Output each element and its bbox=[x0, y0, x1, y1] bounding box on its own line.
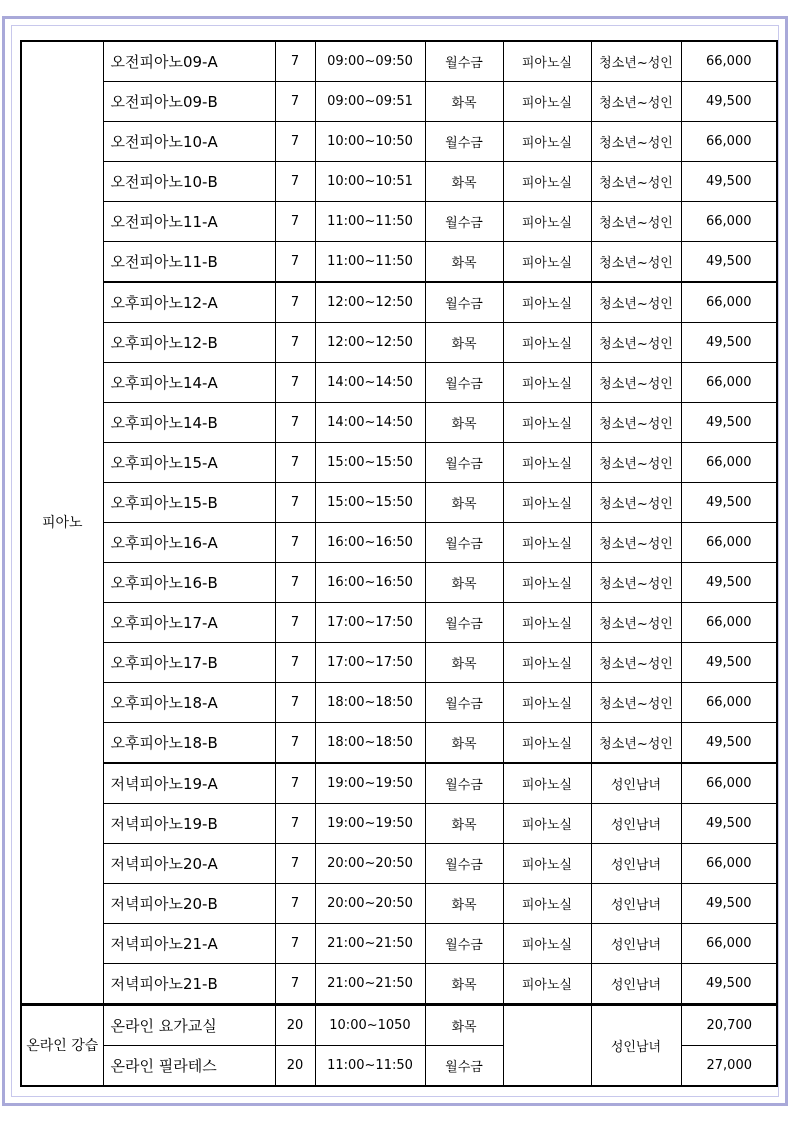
room-cell: 피아노실 bbox=[503, 282, 591, 323]
days-cell: 월수금 bbox=[425, 202, 503, 242]
table-row bbox=[21, 603, 777, 643]
fee-cell: 66,000 bbox=[681, 683, 777, 723]
days-cell: 화목 bbox=[425, 884, 503, 924]
class-name-cell: 오후피아노16-A bbox=[103, 523, 275, 563]
table-row bbox=[21, 643, 777, 683]
days-cell: 화목 bbox=[425, 563, 503, 603]
time-cell: 18:00~18:50 bbox=[315, 723, 425, 764]
fee-cell: 66,000 bbox=[681, 523, 777, 563]
days-cell: 화목 bbox=[425, 723, 503, 764]
fee-cell: 66,000 bbox=[681, 443, 777, 483]
table-row bbox=[21, 242, 777, 283]
room-cell: 피아노실 bbox=[503, 683, 591, 723]
class-name-cell: 오후피아노16-B bbox=[103, 563, 275, 603]
target-cell: 청소년~성인 bbox=[591, 202, 681, 242]
fee-cell: 49,500 bbox=[681, 242, 777, 283]
class-name-cell: 온라인 필라테스 bbox=[103, 1046, 275, 1087]
class-name-cell: 오전피아노10-B bbox=[103, 162, 275, 202]
class-schedule-table bbox=[20, 40, 778, 1087]
count-cell: 7 bbox=[275, 82, 315, 122]
fee-cell: 49,500 bbox=[681, 643, 777, 683]
time-cell: 15:00~15:50 bbox=[315, 443, 425, 483]
room-cell: 피아노실 bbox=[503, 323, 591, 363]
count-cell: 7 bbox=[275, 363, 315, 403]
fee-cell: 49,500 bbox=[681, 804, 777, 844]
time-cell: 19:00~19:50 bbox=[315, 804, 425, 844]
fee-cell: 66,000 bbox=[681, 122, 777, 162]
class-name-cell: 오후피아노18-B bbox=[103, 723, 275, 764]
target-cell: 성인남녀 bbox=[591, 763, 681, 804]
days-cell: 월수금 bbox=[425, 683, 503, 723]
target-cell: 청소년~성인 bbox=[591, 323, 681, 363]
table-row bbox=[21, 563, 777, 603]
table-row bbox=[21, 844, 777, 884]
class-name-cell: 오전피아노11-A bbox=[103, 202, 275, 242]
table-row bbox=[21, 282, 777, 323]
time-cell: 16:00~16:50 bbox=[315, 563, 425, 603]
room-cell: 피아노실 bbox=[503, 82, 591, 122]
fee-cell: 49,500 bbox=[681, 483, 777, 523]
count-cell: 20 bbox=[275, 1046, 315, 1087]
fee-cell: 49,500 bbox=[681, 964, 777, 1005]
count-cell: 7 bbox=[275, 924, 315, 964]
class-name-cell: 오후피아노17-A bbox=[103, 603, 275, 643]
room-cell: 피아노실 bbox=[503, 403, 591, 443]
days-cell: 화목 bbox=[425, 242, 503, 283]
fee-cell: 66,000 bbox=[681, 282, 777, 323]
room-cell: 피아노실 bbox=[503, 443, 591, 483]
time-cell: 10:00~1050 bbox=[315, 1005, 425, 1046]
days-cell: 월수금 bbox=[425, 1046, 503, 1087]
time-cell: 09:00~09:51 bbox=[315, 82, 425, 122]
time-cell: 10:00~10:50 bbox=[315, 122, 425, 162]
time-cell: 20:00~20:50 bbox=[315, 844, 425, 884]
days-cell: 월수금 bbox=[425, 41, 503, 82]
count-cell: 7 bbox=[275, 603, 315, 643]
target-cell: 성인남녀 bbox=[591, 964, 681, 1005]
table-row bbox=[21, 683, 777, 723]
room-cell: 피아노실 bbox=[503, 643, 591, 683]
table-row bbox=[21, 483, 777, 523]
target-cell: 성인남녀 bbox=[591, 804, 681, 844]
table-row bbox=[21, 924, 777, 964]
time-cell: 14:00~14:50 bbox=[315, 363, 425, 403]
class-name-cell: 오전피아노09-A bbox=[103, 41, 275, 82]
fee-cell: 66,000 bbox=[681, 844, 777, 884]
target-cell: 성인남녀 bbox=[591, 1005, 681, 1087]
class-name-cell: 오후피아노15-A bbox=[103, 443, 275, 483]
fee-cell: 49,500 bbox=[681, 884, 777, 924]
target-cell: 청소년~성인 bbox=[591, 523, 681, 563]
class-name-cell: 오전피아노11-B bbox=[103, 242, 275, 283]
time-cell: 11:00~11:50 bbox=[315, 202, 425, 242]
table-row bbox=[21, 723, 777, 764]
room-cell: 피아노실 bbox=[503, 804, 591, 844]
count-cell: 7 bbox=[275, 643, 315, 683]
table-row bbox=[21, 884, 777, 924]
table-row bbox=[21, 1005, 777, 1046]
room-cell: 피아노실 bbox=[503, 242, 591, 283]
count-cell: 7 bbox=[275, 403, 315, 443]
time-cell: 09:00~09:50 bbox=[315, 41, 425, 82]
table-row bbox=[21, 523, 777, 563]
table-row bbox=[21, 323, 777, 363]
table-row bbox=[21, 964, 777, 1005]
fee-cell: 66,000 bbox=[681, 763, 777, 804]
time-cell: 17:00~17:50 bbox=[315, 643, 425, 683]
target-cell: 청소년~성인 bbox=[591, 242, 681, 283]
class-name-cell: 오후피아노17-B bbox=[103, 643, 275, 683]
room-cell: 피아노실 bbox=[503, 523, 591, 563]
room-cell: 피아노실 bbox=[503, 884, 591, 924]
target-cell: 청소년~성인 bbox=[591, 443, 681, 483]
fee-cell: 66,000 bbox=[681, 924, 777, 964]
category-cell: 피아노 bbox=[21, 41, 103, 1005]
table-row bbox=[21, 403, 777, 443]
fee-cell: 49,500 bbox=[681, 162, 777, 202]
class-name-cell: 오후피아노14-A bbox=[103, 363, 275, 403]
target-cell: 청소년~성인 bbox=[591, 643, 681, 683]
count-cell: 7 bbox=[275, 242, 315, 283]
time-cell: 11:00~11:50 bbox=[315, 242, 425, 283]
target-cell: 청소년~성인 bbox=[591, 403, 681, 443]
room-cell: 피아노실 bbox=[503, 924, 591, 964]
class-name-cell: 저녁피아노20-B bbox=[103, 884, 275, 924]
target-cell: 청소년~성인 bbox=[591, 122, 681, 162]
fee-cell: 49,500 bbox=[681, 723, 777, 764]
count-cell: 7 bbox=[275, 41, 315, 82]
class-name-cell: 오전피아노09-B bbox=[103, 82, 275, 122]
target-cell: 청소년~성인 bbox=[591, 282, 681, 323]
target-cell: 성인남녀 bbox=[591, 844, 681, 884]
table-row bbox=[21, 41, 777, 82]
days-cell: 월수금 bbox=[425, 363, 503, 403]
class-name-cell: 오후피아노12-B bbox=[103, 323, 275, 363]
fee-cell: 49,500 bbox=[681, 323, 777, 363]
class-name-cell: 저녁피아노21-B bbox=[103, 964, 275, 1005]
category-cell: 온라인 강습 bbox=[21, 1005, 103, 1087]
room-cell bbox=[503, 1005, 591, 1087]
count-cell: 7 bbox=[275, 723, 315, 764]
count-cell: 7 bbox=[275, 563, 315, 603]
time-cell: 10:00~10:51 bbox=[315, 162, 425, 202]
time-cell: 17:00~17:50 bbox=[315, 603, 425, 643]
room-cell: 피아노실 bbox=[503, 964, 591, 1005]
target-cell: 청소년~성인 bbox=[591, 603, 681, 643]
days-cell: 월수금 bbox=[425, 844, 503, 884]
count-cell: 7 bbox=[275, 523, 315, 563]
target-cell: 청소년~성인 bbox=[591, 483, 681, 523]
days-cell: 화목 bbox=[425, 162, 503, 202]
table-row bbox=[21, 162, 777, 202]
days-cell: 화목 bbox=[425, 82, 503, 122]
fee-cell: 66,000 bbox=[681, 603, 777, 643]
room-cell: 피아노실 bbox=[503, 763, 591, 804]
table-row bbox=[21, 202, 777, 242]
time-cell: 11:00~11:50 bbox=[315, 1046, 425, 1087]
count-cell: 7 bbox=[275, 964, 315, 1005]
days-cell: 월수금 bbox=[425, 122, 503, 162]
count-cell: 7 bbox=[275, 443, 315, 483]
target-cell: 청소년~성인 bbox=[591, 563, 681, 603]
count-cell: 7 bbox=[275, 683, 315, 723]
room-cell: 피아노실 bbox=[503, 202, 591, 242]
class-name-cell: 저녁피아노19-B bbox=[103, 804, 275, 844]
time-cell: 16:00~16:50 bbox=[315, 523, 425, 563]
class-name-cell: 오후피아노18-A bbox=[103, 683, 275, 723]
class-name-cell: 오후피아노14-B bbox=[103, 403, 275, 443]
fee-cell: 27,000 bbox=[681, 1046, 777, 1087]
days-cell: 화목 bbox=[425, 643, 503, 683]
days-cell: 월수금 bbox=[425, 603, 503, 643]
days-cell: 월수금 bbox=[425, 523, 503, 563]
fee-cell: 66,000 bbox=[681, 41, 777, 82]
count-cell: 7 bbox=[275, 804, 315, 844]
fee-cell: 66,000 bbox=[681, 202, 777, 242]
time-cell: 18:00~18:50 bbox=[315, 683, 425, 723]
class-name-cell: 오후피아노15-B bbox=[103, 483, 275, 523]
room-cell: 피아노실 bbox=[503, 563, 591, 603]
days-cell: 화목 bbox=[425, 964, 503, 1005]
time-cell: 21:00~21:50 bbox=[315, 964, 425, 1005]
table-row bbox=[21, 363, 777, 403]
days-cell: 월수금 bbox=[425, 443, 503, 483]
target-cell: 청소년~성인 bbox=[591, 363, 681, 403]
target-cell: 성인남녀 bbox=[591, 884, 681, 924]
table-row bbox=[21, 443, 777, 483]
days-cell: 월수금 bbox=[425, 763, 503, 804]
time-cell: 15:00~15:50 bbox=[315, 483, 425, 523]
class-name-cell: 오전피아노10-A bbox=[103, 122, 275, 162]
fee-cell: 49,500 bbox=[681, 403, 777, 443]
days-cell: 화목 bbox=[425, 1005, 503, 1046]
target-cell: 청소년~성인 bbox=[591, 683, 681, 723]
target-cell: 청소년~성인 bbox=[591, 162, 681, 202]
count-cell: 7 bbox=[275, 323, 315, 363]
class-name-cell: 저녁피아노21-A bbox=[103, 924, 275, 964]
table-row bbox=[21, 804, 777, 844]
fee-cell: 20,700 bbox=[681, 1005, 777, 1046]
table-row bbox=[21, 122, 777, 162]
room-cell: 피아노실 bbox=[503, 122, 591, 162]
count-cell: 7 bbox=[275, 202, 315, 242]
count-cell: 20 bbox=[275, 1005, 315, 1046]
table-row bbox=[21, 763, 777, 804]
class-name-cell: 온라인 요가교실 bbox=[103, 1005, 275, 1046]
time-cell: 20:00~20:50 bbox=[315, 884, 425, 924]
piano-section bbox=[21, 41, 777, 1005]
target-cell: 청소년~성인 bbox=[591, 723, 681, 764]
days-cell: 월수금 bbox=[425, 282, 503, 323]
fee-cell: 66,000 bbox=[681, 363, 777, 403]
fee-cell: 49,500 bbox=[681, 82, 777, 122]
room-cell: 피아노실 bbox=[503, 162, 591, 202]
table-row bbox=[21, 82, 777, 122]
class-name-cell: 오후피아노12-A bbox=[103, 282, 275, 323]
count-cell: 7 bbox=[275, 162, 315, 202]
room-cell: 피아노실 bbox=[503, 41, 591, 82]
count-cell: 7 bbox=[275, 282, 315, 323]
count-cell: 7 bbox=[275, 763, 315, 804]
days-cell: 화목 bbox=[425, 804, 503, 844]
time-cell: 12:00~12:50 bbox=[315, 282, 425, 323]
count-cell: 7 bbox=[275, 844, 315, 884]
room-cell: 피아노실 bbox=[503, 603, 591, 643]
fee-cell: 49,500 bbox=[681, 563, 777, 603]
room-cell: 피아노실 bbox=[503, 844, 591, 884]
time-cell: 19:00~19:50 bbox=[315, 763, 425, 804]
days-cell: 월수금 bbox=[425, 924, 503, 964]
count-cell: 7 bbox=[275, 483, 315, 523]
class-name-cell: 저녁피아노20-A bbox=[103, 844, 275, 884]
room-cell: 피아노실 bbox=[503, 363, 591, 403]
count-cell: 7 bbox=[275, 122, 315, 162]
online-section bbox=[21, 1005, 777, 1087]
target-cell: 청소년~성인 bbox=[591, 41, 681, 82]
time-cell: 21:00~21:50 bbox=[315, 924, 425, 964]
days-cell: 화목 bbox=[425, 483, 503, 523]
days-cell: 화목 bbox=[425, 323, 503, 363]
count-cell: 7 bbox=[275, 884, 315, 924]
days-cell: 화목 bbox=[425, 403, 503, 443]
room-cell: 피아노실 bbox=[503, 483, 591, 523]
class-name-cell: 저녁피아노19-A bbox=[103, 763, 275, 804]
room-cell: 피아노실 bbox=[503, 723, 591, 764]
time-cell: 14:00~14:50 bbox=[315, 403, 425, 443]
target-cell: 성인남녀 bbox=[591, 924, 681, 964]
time-cell: 12:00~12:50 bbox=[315, 323, 425, 363]
target-cell: 청소년~성인 bbox=[591, 82, 681, 122]
